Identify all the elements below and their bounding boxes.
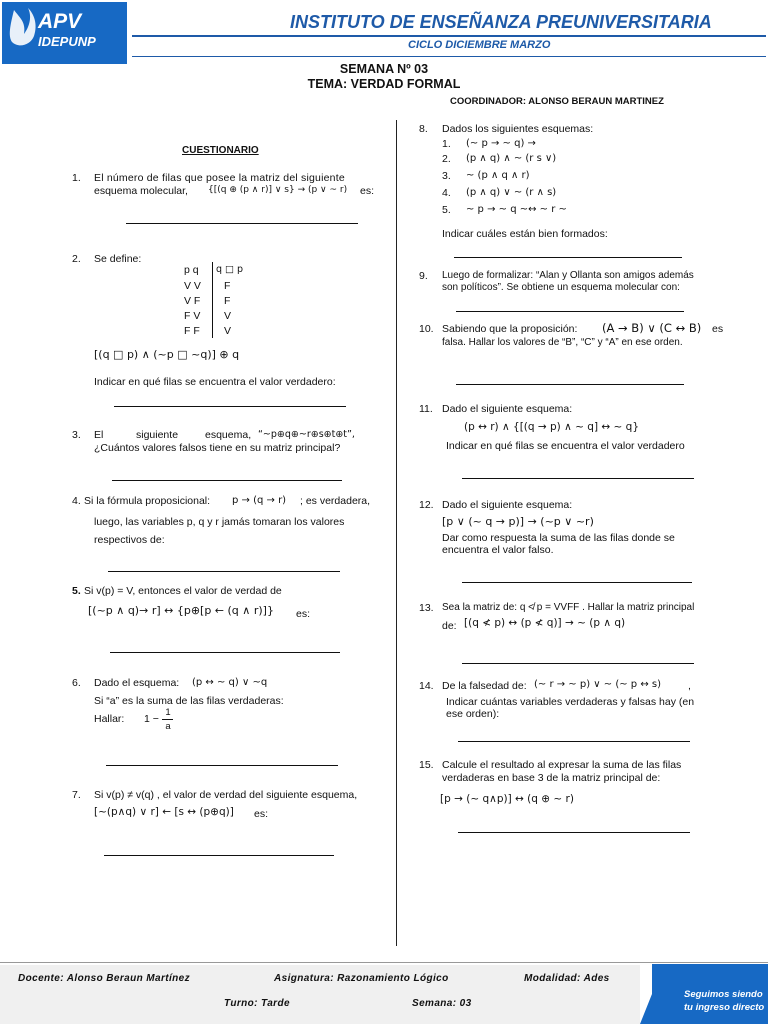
- q12-text-line3: encuentra el valor falso.: [442, 544, 554, 556]
- truth-table-header-left: p q: [184, 264, 199, 276]
- q8-text: Dados los siguientes esquemas:: [442, 123, 594, 135]
- q8-question: Indicar cuáles están bien formados:: [442, 228, 608, 240]
- q7-number: 7.: [72, 789, 81, 801]
- q7-text-line1: Si v(p) ≠ v(q) , el valor de verdad del siguiente esquema,: [94, 789, 358, 801]
- q12-number: 12.: [419, 499, 434, 511]
- q7-formula: [~(p∧q) ∨ r] ← [s ↔ (p⊕q)]: [94, 806, 234, 818]
- coordinator-label: COORDINADOR: ALONSO BERAUN MARTINEZ: [450, 96, 664, 107]
- q15-text-line1: Calcule el resultado al expresar la suma de las filas: [442, 759, 682, 771]
- q10-text-line2: falsa. Hallar los valores de “B”, “C” y “A” en ese orden.: [442, 337, 683, 348]
- q13-answer-line[interactable]: [462, 663, 694, 664]
- footer-shift: Turno: Tarde: [224, 998, 290, 1009]
- q13-formula: [(q ≮ p) ↔ (p ≮ q)] → ~ (p ∧ q): [464, 617, 626, 629]
- q11-formula: (p ↔ r) ∧ {[(q → p) ∧ ~ q] ↔ ~ q}: [464, 421, 639, 433]
- q3-word2: siguiente: [136, 429, 179, 441]
- truth-table-cell: V F: [184, 295, 201, 307]
- q5-number: 5.: [72, 585, 81, 597]
- cycle-title: CICLO DICIEMBRE MARZO: [408, 39, 551, 51]
- q10-answer-line[interactable]: [456, 384, 684, 385]
- q6-text-line2: Si “a” es la suma de las filas verdaderas:: [94, 695, 284, 707]
- q15-answer-line[interactable]: [458, 832, 690, 833]
- q11-text-line1: Dado el siguiente esquema:: [442, 403, 573, 415]
- q3-number: 3.: [72, 429, 81, 441]
- q14-number: 14.: [419, 680, 434, 692]
- q12-text-line1: Dado el siguiente esquema:: [442, 499, 573, 511]
- q12-text-line2: Dar como respuesta la suma de las filas donde se: [442, 532, 675, 544]
- q12-answer-line[interactable]: [462, 582, 692, 583]
- footer-subject: Asignatura: Razonamiento Lógico: [274, 973, 449, 984]
- q14-answer-line[interactable]: [458, 741, 690, 742]
- slogan-line1: Seguimos siendo: [684, 989, 763, 1000]
- q1-number: 1.: [72, 172, 81, 184]
- q9-number: 9.: [419, 270, 428, 282]
- q5-tail: es:: [296, 608, 311, 620]
- column-divider: [396, 120, 397, 946]
- header-divider-thin: [132, 56, 766, 57]
- q6-hallar-expr: 1 −: [144, 713, 159, 725]
- q8-item-number: 5.: [442, 204, 451, 216]
- q6-frac-den: a: [165, 721, 171, 732]
- q1-text-line1: El número de filas que posee la matriz del siguiente: [94, 172, 345, 184]
- q6-frac-bar: [162, 719, 173, 720]
- q1-answer-line[interactable]: [126, 223, 358, 224]
- q14-text-tail: ,: [688, 680, 691, 692]
- q8-item-number: 2.: [442, 153, 451, 165]
- q8-item-formula: ~ p → ~ q ~↔ ~ r ~: [466, 204, 567, 215]
- logo-idepunp-text: IDEPUNP: [38, 34, 96, 49]
- q15-formula: [p → (~ q∧p)] ↔ (q ⊕ ~ r): [440, 793, 574, 805]
- truth-table-row: [176, 295, 256, 309]
- truth-table-cell: F V: [184, 310, 201, 322]
- q14-formula: (~ r → ~ p) ∨ ~ (~ p ↔ s): [534, 679, 662, 690]
- q13-de: de:: [442, 620, 457, 632]
- logo-apv-text: APV: [38, 10, 82, 33]
- truth-table-cell: F: [224, 280, 231, 292]
- q8-item-formula: (p ∧ q) ∧ ~ (r s ∨): [466, 153, 557, 164]
- q3-formula: “~p⊕q⊕~r⊕s⊕t⊕t”,: [258, 429, 355, 440]
- q1-tail: es:: [360, 185, 375, 197]
- week-heading: SEMANA Nº 03: [339, 62, 429, 76]
- q5-formula: [(~p ∧ q)→ r] ↔ {p⊕[p ← (q ∧ r)]}: [88, 604, 274, 617]
- truth-table-cell: V: [224, 325, 232, 337]
- truth-table-header-right: q □ p: [216, 264, 244, 275]
- q6-number: 6.: [72, 677, 81, 689]
- q2-answer-line[interactable]: [114, 406, 346, 407]
- q9-text-line2: son políticos”. Se obtiene un esquema molecular con:: [442, 282, 680, 293]
- q9-text-line1: Luego de formalizar: “Alan y Ollanta son amigos además: [442, 270, 694, 281]
- footer-divider: [0, 962, 768, 963]
- institute-logo: [2, 2, 127, 64]
- q10-formula: (A → B) ∨ (C ↔ B): [602, 321, 702, 335]
- header-divider: [132, 35, 766, 37]
- q6-hallar: Hallar:: [94, 713, 125, 725]
- institute-title: INSTITUTO DE ENSEÑANZA PREUNIVERSITARIA: [290, 12, 712, 32]
- q1-text-line2: esquema molecular,: [94, 185, 188, 197]
- q2-text: Se define:: [94, 253, 142, 265]
- q14-text-line2: Indicar cuántas variables verdaderas y falsas hay (en: [446, 696, 695, 708]
- truth-table-row: [176, 280, 256, 294]
- q4-answer-line[interactable]: [108, 571, 340, 572]
- q8-item-formula: (~ p → ~ q) →: [466, 138, 536, 149]
- q3-word3: esquema,: [205, 429, 252, 441]
- footer-teacher: Docente: Alonso Beraun Martínez: [18, 973, 191, 984]
- q6-formula: (p ↔ ~ q) ∨ ~q: [192, 677, 268, 688]
- q2-question: Indicar en qué filas se encuentra el valor verdadero:: [94, 376, 336, 388]
- q13-text-line1: Sea la matriz de: q ≮ p = VVFF . Hallar la matriz principal: [442, 602, 695, 613]
- q15-number: 15.: [419, 759, 434, 771]
- truth-table-cell: V: [224, 310, 232, 322]
- q7-tail: es:: [254, 808, 269, 820]
- q11-answer-line[interactable]: [462, 478, 694, 479]
- q1-formula: {[(q ⊕ (p ∧ r)] ∨ s} → (p ∨ ~ r): [208, 185, 348, 195]
- q6-answer-line[interactable]: [106, 765, 338, 766]
- q14-text-line3: ese orden):: [446, 708, 500, 720]
- page-header: [0, 0, 768, 66]
- footer-week: Semana: 03: [412, 998, 472, 1009]
- q8-item-formula: (p ∧ q) ∨ ~ (r ∧ s): [466, 187, 557, 198]
- q11-number: 11.: [419, 403, 433, 415]
- q3-word1: El: [94, 429, 104, 441]
- q5-answer-line[interactable]: [110, 652, 340, 653]
- q4-text-line1: Si la fórmula proposicional:: [84, 495, 211, 507]
- q4-text-line2: luego, las variables p, q y r jamás tomaran los valores: [94, 516, 345, 528]
- q10-number: 10.: [419, 323, 434, 335]
- truth-table-cell: F: [224, 295, 231, 307]
- section-title: CUESTIONARIO: [182, 145, 259, 156]
- q4-number: 4.: [72, 495, 81, 507]
- truth-table-row: [176, 325, 256, 339]
- q7-answer-line[interactable]: [104, 855, 334, 856]
- footer-modality: Modalidad: Ades: [524, 973, 610, 984]
- q10-text-line1: Sabiendo que la proposición:: [442, 323, 578, 335]
- q3-answer-line[interactable]: [112, 480, 342, 481]
- slogan-line2: tu ingreso directo: [684, 1002, 765, 1013]
- q8-number: 8.: [419, 123, 428, 135]
- q4-text-line3: respectivos de:: [94, 534, 165, 546]
- q2-formula: [(q □ p) ∧ (~p □ ~q)] ⊕ q: [94, 348, 240, 361]
- q15-text-line2: verdaderas en base 3 de la matriz principal de:: [442, 772, 661, 784]
- q14-text-line1: De la falsedad de:: [442, 680, 527, 692]
- truth-table-cell: V V: [184, 280, 201, 292]
- q8-item-number: 4.: [442, 187, 451, 199]
- q5-text-line1: Si v(p) = V, entonces el valor de verdad de: [84, 585, 282, 597]
- q3-text-line2: ¿Cuántos valores falsos tiene en su matriz principal?: [94, 442, 341, 454]
- q4-text-tail: ; es verdadera,: [300, 495, 371, 507]
- flame-logo-icon: [2, 2, 42, 52]
- q8-item-number: 3.: [442, 170, 451, 182]
- q10-text-tail: es: [712, 323, 724, 335]
- topic-heading: TEMA: VERDAD FORMAL: [307, 77, 461, 91]
- q11-question: Indicar en qué filas se encuentra el valor verdadero: [446, 440, 685, 452]
- q6-text-line1: Dado el esquema:: [94, 677, 180, 689]
- truth-table-header: [176, 264, 256, 278]
- truth-table-cell: F F: [184, 325, 200, 337]
- q8-item-number: 1.: [442, 138, 451, 150]
- q12-formula: [p ∨ (~ q → p)] → (~p ∨ ~r): [442, 515, 594, 528]
- q2-number: 2.: [72, 253, 81, 265]
- q8-item-formula: ~ (p ∧ q ∧ r): [466, 170, 530, 181]
- q8-answer-line[interactable]: [454, 257, 682, 258]
- q4-formula: p → (q → r): [232, 495, 287, 506]
- q13-number: 13.: [419, 602, 434, 614]
- q6-frac-num: 1: [165, 707, 171, 718]
- truth-table-row: [176, 310, 256, 324]
- q9-answer-line[interactable]: [456, 311, 684, 312]
